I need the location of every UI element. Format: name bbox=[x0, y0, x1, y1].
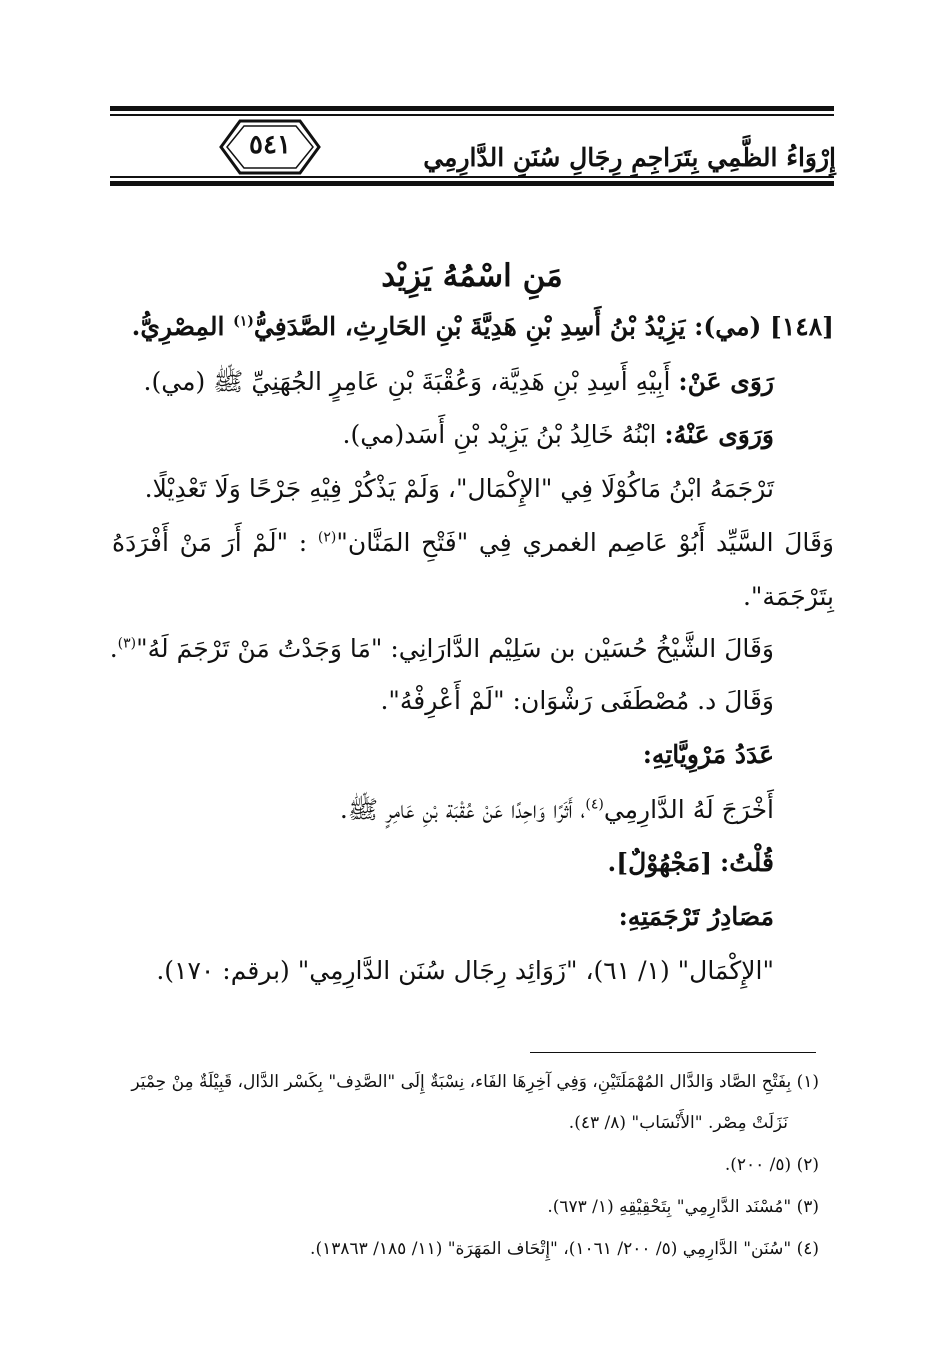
marwiyat-text: أَخْرَجَ لَهُ الدَّارِمِي bbox=[603, 795, 774, 824]
footnote-3: (٣) "مُسْنَد الدَّارِمِي" بِتَحْقِيْقِهِ (١/ ٦٧٣). bbox=[547, 1197, 819, 1217]
footnote-2: (٢) (٥/ ٢٠٠). bbox=[724, 1155, 819, 1175]
rawa-anhu-text: ابْنُهُ خَالِدُ بْنُ يَزِيْد بْنِ أَسَد(مي). bbox=[342, 420, 657, 449]
footnote-ref-3: (٣) bbox=[117, 635, 137, 652]
qultu-label: قُلْتُ: bbox=[719, 848, 774, 877]
rashwan-line: وَقَالَ د. مُصْطَفَى رَشْوَان: "لَمْ أَعْرِفْهُ". bbox=[380, 686, 774, 715]
ghumari-text: وَقَالَ السَّيِّد أَبُوْ عَاصِم الغمري فِي "فَتْحِ المَنَّان" bbox=[336, 528, 834, 557]
rawa-an-label: رَوَى عَنْ: bbox=[678, 367, 774, 396]
entry-tag: (مي): bbox=[694, 312, 762, 341]
footnote-1-line-1: (١) بِفَتْحِ الصَّاد وَالدَّال المُهْمَلَتَيْنِ، وَفِي آخِرِهَا الفَاء، نِسْبَةٌ إِلَى "الصَّدِف" بِكَسْر الدَّال، قَبِيْلَةٌ مِنْ حِمْيَر bbox=[131, 1072, 819, 1092]
rawa-an-text: أَبِيْهِ أَسِدِ بْنِ هَدِيَّة، وَعُقْبَةَ بْنِ عَامِرٍ الجُهَنِيِّ ﷺ (مي). bbox=[143, 367, 671, 396]
qultu-line bbox=[608, 848, 774, 877]
ghumari-line bbox=[112, 528, 834, 557]
entry-name: يَزِيْدُ بْنُ أَسِدِ بْنِ هَدِيَّةَ بْنِ الحَارِثِ، الصَّدَفِيُّ bbox=[253, 312, 686, 341]
header-rule-top bbox=[110, 106, 834, 111]
header-rule-top-thin bbox=[110, 114, 834, 116]
darani-text: وَقَالَ الشَّيْخُ حُسَيْن بن سَلِيْم الدَّارَانِي: "مَا وَجَدْتُ مَنْ تَرْجَمَ لَهُ" bbox=[136, 634, 774, 663]
qultu-verdict: [مَجْهُوْلٌ]. bbox=[607, 848, 713, 877]
ghumari-line-2: بِتَرْجَمَة". bbox=[742, 582, 834, 611]
header-rule-bottom-thin bbox=[110, 176, 834, 178]
footnote-ref-2: (٢) bbox=[317, 529, 337, 546]
header-rule-bottom bbox=[110, 181, 834, 186]
entry-nisba: المِصْرِيُّ. bbox=[131, 312, 225, 341]
marwiyat-line bbox=[340, 794, 774, 831]
footnote-4: (٤) "سُنَن" الدَّارِمِي (٥/ ٢٠٠/ ١٠٦١)، "إِتْحَاف المَهَرَة" (١١/ ١٨٥/ ١٣٨٦٣). bbox=[310, 1239, 819, 1259]
rawa-anhu-line bbox=[343, 420, 774, 449]
ghumari-quote: : "لَمْ أَرَ مَنْ أَفْرَدَهُ bbox=[112, 528, 308, 557]
rawa-anhu-label: وَرَوَى عَنْهُ: bbox=[664, 420, 774, 449]
footnote-ref-1: (١) bbox=[233, 313, 254, 330]
darani-line: وَقَالَ الشَّيْخُ حُسَيْن بن سَلِيْم الدَّارَانِي: "مَا وَجَدْتُ مَنْ تَرْجَمَ لَهُ"$^{(٣)}$. bbox=[109, 634, 774, 663]
page-number-badge bbox=[218, 118, 322, 176]
footnote-ref-4: (٤) bbox=[585, 796, 604, 813]
entry-number: [١٤٨] bbox=[770, 312, 834, 341]
rawa-an-line bbox=[144, 366, 774, 403]
footnote-1-line-2: نَزَلَتْ مِصْر. "الأَنْسَاب" (٨/ ٤٣). bbox=[568, 1113, 788, 1133]
section-title: مَنِ اسْمُهُ يَزِيْد bbox=[381, 258, 563, 294]
entry-heading bbox=[132, 312, 834, 341]
footnote-separator bbox=[530, 1052, 816, 1053]
masadir-heading: مَصَادِرُ تَرْجَمَتِهِ: bbox=[618, 902, 774, 931]
marwiyat-text-b: ، أَثَرًا وَاحِدًا عَنْ عُقْبَة بْنِ عَامِرٍ ﷺ. bbox=[339, 795, 586, 824]
marwiyat-heading: عَدَدُ مَرْوِيَّاتِهِ: bbox=[642, 740, 774, 769]
book-title: إِرْوَاءُ الظَّمِي بِتَرَاجِمِ رِجَالِ سُنَنِ الدَّارِمِي bbox=[423, 143, 836, 172]
tarjama-line: تَرْجَمَهُ ابْنُ مَاكُوْلَا فِي "الإِكْمَال"، وَلَمْ يَذْكُرْ فِيْهِ جَرْحًا وَلَا تَعْدِيْلًا. bbox=[144, 474, 774, 503]
page-number: ٥٤١ bbox=[249, 130, 291, 160]
masadir-line: "الإِكْمَال" (١/ ٦١)، "زَوَائِد رِجَال سُنَن الدَّارِمِي" (برقم: ١٧٠). bbox=[156, 956, 774, 985]
